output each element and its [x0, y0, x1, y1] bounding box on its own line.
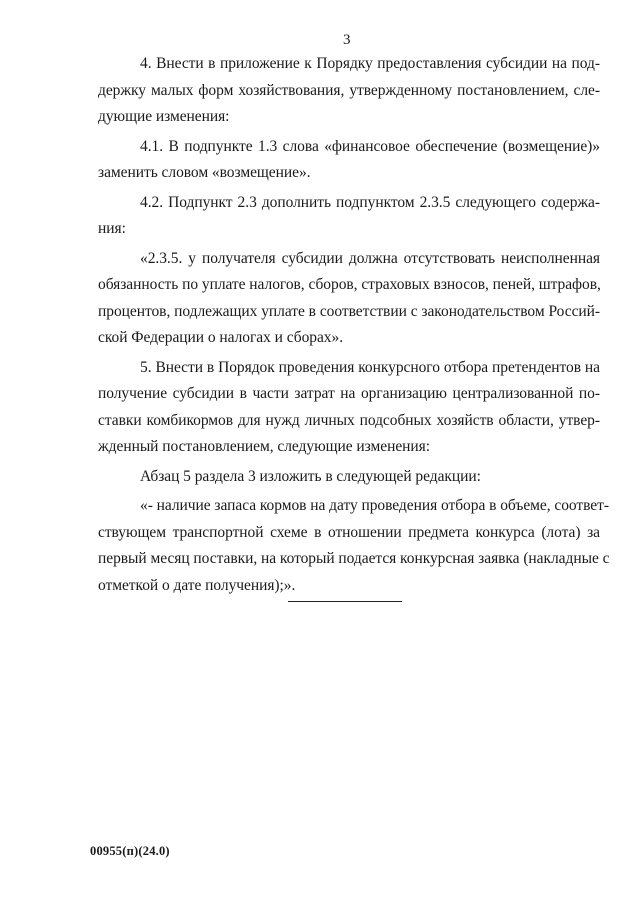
- text-line: ской Федерации о налогах и сборах».: [98, 329, 344, 346]
- text-line: держку малых форм хозяйствования, утвержденному постановлением, сле-: [98, 81, 600, 99]
- text-line: процентов, подлежащих уплате в соответствии с законодательством Россий-: [98, 302, 600, 320]
- text-line: ставки комбикормов для нужд личных подсобных хозяйств области, утвер-: [98, 411, 600, 429]
- text-line: 5. Внести в Порядок проведения конкурсного отбора претендентов на: [140, 358, 600, 376]
- text-line: «- наличие запаса кормов на дату проведения отбора в объеме, соответ-: [140, 497, 609, 514]
- text-line: дующие изменения:: [98, 108, 230, 125]
- text-line: отметкой о дате получения);».: [98, 576, 296, 594]
- document-body: [98, 51, 610, 599]
- paragraph-item-4: [98, 51, 600, 131]
- paragraph-quote-abzac: [98, 493, 610, 599]
- text-line: «2.3.5. у получателя субсидии должна отсутствовать неисполненная: [140, 249, 600, 267]
- text-line: 4. Внести в приложение к Порядку предоставления субсидии на под-: [140, 55, 600, 72]
- text-line: заменить словом «возмещение».: [98, 164, 311, 181]
- text-line: ствующем транспортной схеме в отношении предмета конкурса (лота) за: [98, 523, 600, 541]
- paragraph-quote-2-3-5: [98, 246, 600, 352]
- footer-document-code: 00955(п)(24.0): [90, 844, 170, 858]
- end-separator-line: [288, 601, 402, 602]
- text-line: 4.1. В подпункте 1.3 слова «финансовое обеспечение (возмещение)»: [140, 137, 600, 155]
- text-line: первый месяц поставки, на который подается конкурсная заявка (накладные с: [98, 550, 610, 567]
- paragraph-item-4-1: [98, 134, 600, 187]
- text-line: жденный постановлением, следующие изменения:: [98, 438, 430, 455]
- text-line: ния:: [98, 220, 126, 237]
- paragraph-item-4-2: [98, 190, 600, 243]
- text-line: получение субсидии в части затрат на организацию централизованной по-: [98, 385, 600, 402]
- text-line: Абзац 5 раздела 3 изложить в следующей редакции:: [140, 467, 481, 485]
- text-line: обязанность по уплате налогов, сборов, страховых взносов, пеней, штрафов,: [98, 276, 601, 293]
- page-number: 3: [343, 32, 351, 48]
- paragraph-abzac-5: [98, 464, 600, 491]
- paragraph-item-5: [98, 355, 600, 461]
- text-line: 4.2. Подпункт 2.3 дополнить подпунктом 2.3.5 следующего содержа-: [140, 193, 600, 211]
